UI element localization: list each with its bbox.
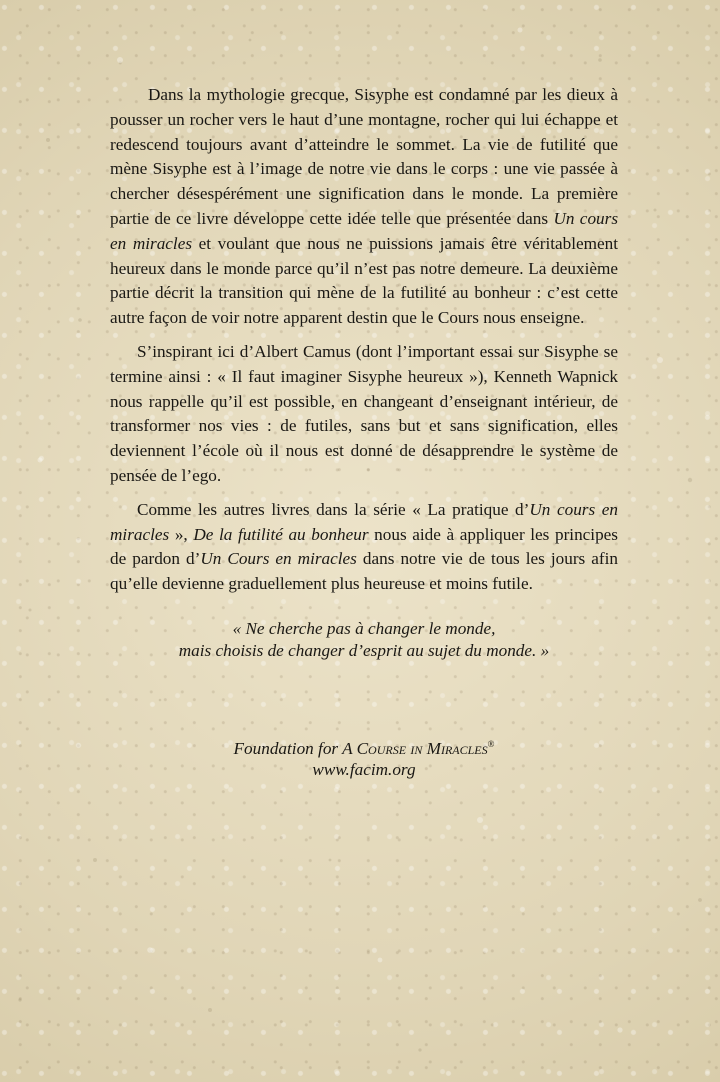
course-title-italic: Un Cours en miracles — [200, 549, 357, 569]
quote-line-1: « Ne cherche pas à changer le monde, — [232, 619, 496, 638]
series-title-italic: Un cours en miracles — [110, 499, 618, 544]
paragraph-3-text-b: », — [169, 524, 194, 544]
description-text — [110, 83, 618, 606]
paragraph-3 — [110, 498, 618, 597]
registered-mark: ® — [487, 739, 495, 749]
paragraph-3-text-d: dans notre vie de tous les jours afin qu’elle devienne graduellement plus heureuse et moins futile. — [110, 549, 618, 594]
book-title-italic: De la futilité au bonheur — [193, 524, 369, 544]
paragraph-2 — [110, 340, 618, 489]
paragraph-3-text: Comme les autres livres dans la série « La pratique d’ — [137, 499, 530, 519]
publisher-footer — [110, 734, 618, 780]
paragraph-3-text-c: nous aide à appliquer les principes de pardon d’ — [110, 524, 618, 569]
publisher-prefix: Foundation for A — [233, 739, 357, 758]
quote-line-2: mais choisis de changer d’esprit au sujet du monde. » — [178, 641, 550, 660]
book-title-italic: Un cours en miracles — [110, 208, 619, 253]
publisher-course-title: Course in Miracles — [356, 739, 488, 758]
paragraph-2-text: S’inspirant ici d’Albert Camus (dont l’important essai sur Sisyphe se termine ainsi : « Il faut imaginer Sisyphe heureux »), Kenneth Wapnick nous rappelle qu’il est possible, en changeant d’enseignant intérieur, de transformer nos vies : de futiles, sans but et sans signification, elles deviennent l’école où il nous est donné de désapprendre le système de pensée de l’ego. — [110, 341, 618, 485]
publisher-name — [110, 734, 618, 759]
publisher-website: www.facim.org — [312, 760, 416, 779]
paragraph-1-text: Dans la mythologie grecque, Sisyphe est condamné par les dieux à pousser un rocher vers le haut d’une montagne, rocher qui lui échappe et redescend toujours avant d’atteindre le sommet. La vie de futilité que mène Sisyphe est à l’image de notre vie dans le corps : une vie passée à chercher désespérément une signification dans le monde. La première partie de ce livre développe cette idée telle que présentée dans — [110, 85, 618, 228]
paragraph-1-text-cont: et voulant que nous ne puissions jamais être véritablement heureux dans le monde parce qu’il n’est pas notre demeure. La deuxième partie décrit la transition qui mène de la futilité au bonheur : c’est cette autre façon de voir notre apparent destin que le Cours nous enseigne. — [110, 233, 618, 328]
paragraph-1 — [110, 83, 618, 331]
epigraph-quote — [110, 618, 618, 662]
